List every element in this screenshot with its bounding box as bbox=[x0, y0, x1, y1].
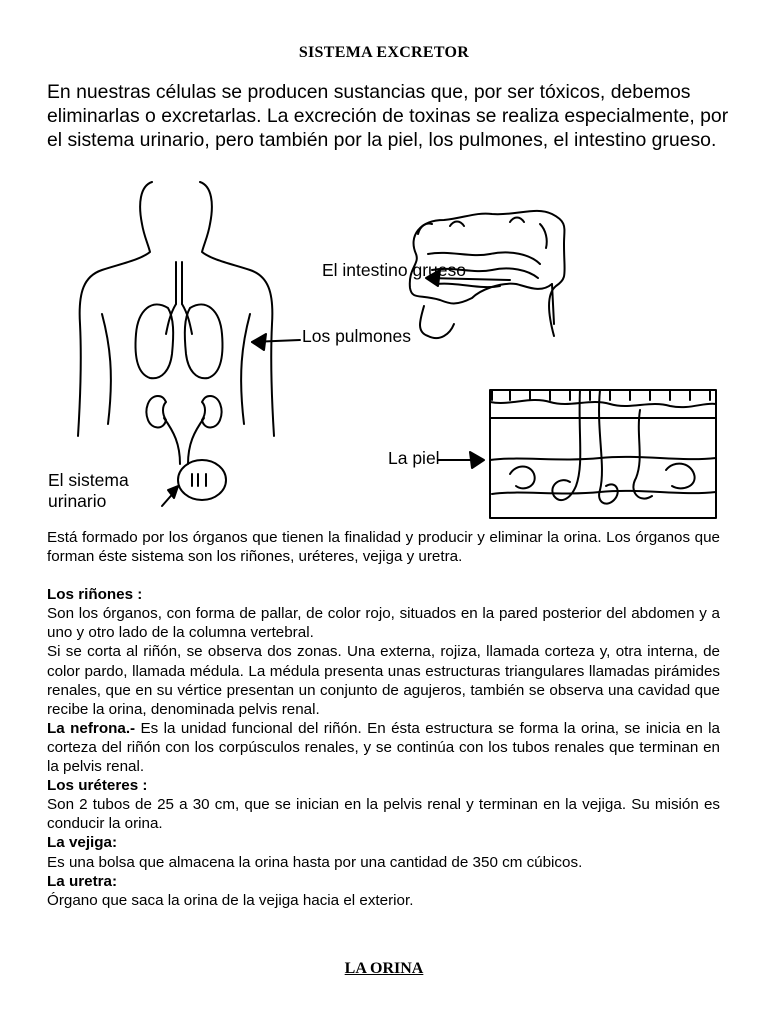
nephron-heading: La nefrona.- bbox=[47, 719, 136, 737]
label-lungs: Los pulmones bbox=[302, 326, 411, 346]
left-kidney-icon bbox=[146, 396, 166, 428]
nephron-text: Es la unidad funcional del riñón. En ésta estructura se forma la orina, se inicia en la corteza del riñón con los corpúsculos renales, y se continúa con los tubos renales que terminan en la pelvis renal. bbox=[47, 719, 720, 776]
urethra-heading: La uretra: bbox=[47, 872, 118, 890]
torso-figure bbox=[78, 182, 300, 506]
label-urinary-system-line2: urinario bbox=[48, 491, 107, 511]
intro-paragraph: En nuestras células se producen sustancias que, por ser tóxicos, debemos eliminarlas o excretarlas. La excreción de toxinas se realiza especialmente, por el sistema urinario, pero también por la piel, los pulmones, el intestino grueso. bbox=[47, 81, 729, 151]
page-title: SISTEMA EXCRETOR bbox=[298, 44, 470, 61]
kidneys-heading: Los riñones : bbox=[47, 586, 143, 604]
section-title-urine: LA ORINA bbox=[344, 960, 424, 977]
excretory-system-illustration bbox=[40, 174, 730, 522]
label-large-intestine: El intestino grueso bbox=[322, 260, 466, 280]
nephron-paragraph bbox=[47, 719, 720, 776]
kidneys-paragraph-2: Si se corta al riñón, se observa dos zonas. Una externa, rojiza, llamada corteza y, otra interna, de color pardo, llamada médula. La médula presenta unas estructuras triangulares llamadas pirámides renales, que en su vértice presentan un conjunto de agujeros, también se observa una cavidad que recibe la orina, denominada pelvis renal. bbox=[47, 643, 720, 718]
right-kidney-icon bbox=[202, 396, 222, 428]
ureters-paragraph: Son 2 tubos de 25 a 30 cm, que se inician en la pelvis renal y terminan en la vejiga. Su misión es conducir la orina. bbox=[47, 796, 720, 833]
definition-paragraph: Está formado por los órganos que tienen la finalidad y producir y eliminar la orina. Los órganos que forman éste sistema son los riñones, uréteres, vejiga y uretra. bbox=[47, 529, 720, 566]
skin-section-drawing bbox=[438, 390, 716, 518]
kidneys-paragraph-1: Son los órganos, con forma de pallar, de color rojo, situados en la pared posterior del abdomen y a uno y otro lado de la columna vertebral. bbox=[47, 605, 720, 642]
urethra-paragraph: Órgano que saca la orina de la vejiga hacia el exterior. bbox=[47, 891, 414, 909]
bladder-paragraph: Es una bolsa que almacena la orina hasta por una cantidad de 350 cm cúbicos. bbox=[47, 853, 583, 871]
left-lung-icon bbox=[136, 304, 174, 378]
label-skin: La piel bbox=[388, 448, 440, 468]
right-lung-icon bbox=[185, 304, 223, 378]
illustration-drawing bbox=[40, 174, 730, 522]
ureters-heading: Los uréteres : bbox=[47, 777, 148, 795]
bladder-icon bbox=[178, 460, 226, 500]
label-urinary-system-line1: El sistema bbox=[48, 470, 129, 490]
paragraph-spacer bbox=[47, 566, 720, 585]
body-text bbox=[47, 528, 720, 910]
bladder-heading: La vejiga: bbox=[47, 834, 118, 852]
